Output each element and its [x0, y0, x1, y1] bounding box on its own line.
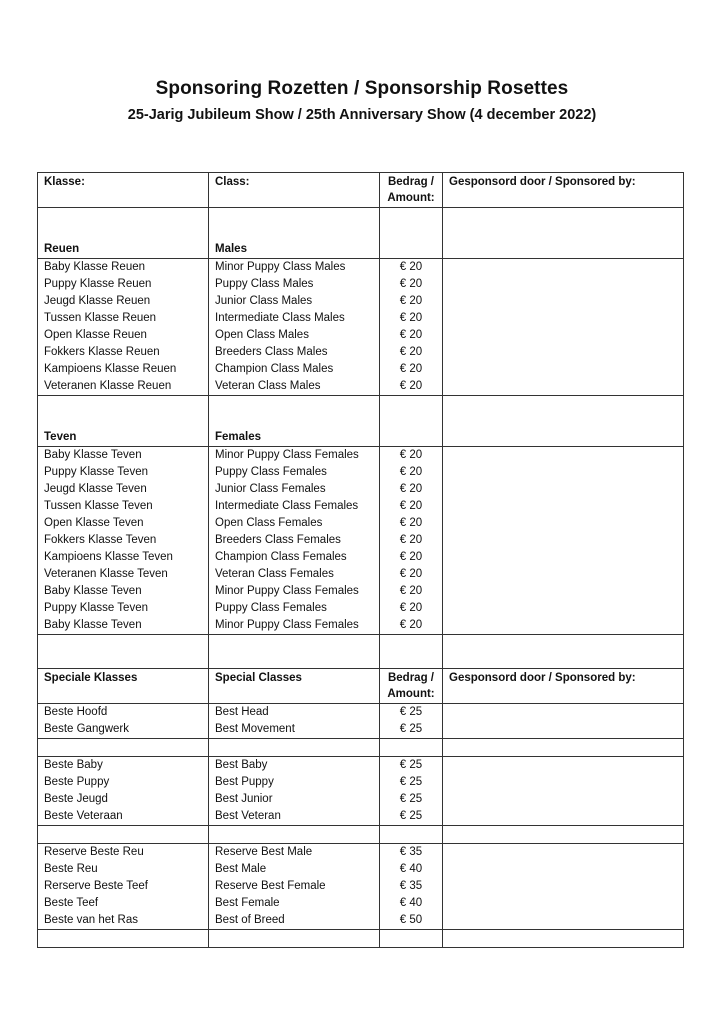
empty-cell — [380, 396, 443, 430]
spacer-row — [38, 396, 684, 430]
dutch-class-cell: Open Klasse Reuen — [38, 327, 209, 344]
section-row-males — [38, 241, 684, 259]
empty-cell — [380, 429, 443, 447]
table-row — [38, 791, 684, 808]
amount-cell: € 25 — [380, 808, 443, 826]
english-class-cell: Intermediate Class Females — [209, 498, 380, 515]
dutch-class-cell: Baby Klasse Teven — [38, 617, 209, 635]
table-row — [38, 808, 684, 826]
sponsor-cell — [443, 844, 684, 862]
amount-cell: € 20 — [380, 310, 443, 327]
english-class-cell: Champion Class Females — [209, 549, 380, 566]
english-class-cell: Puppy Class Males — [209, 276, 380, 293]
header-row — [38, 173, 684, 208]
page-subtitle: 25-Jarig Jubileum Show / 25th Anniversary Show (4 december 2022) — [127, 107, 597, 123]
amount-cell: € 40 — [380, 895, 443, 912]
sponsor-cell — [443, 895, 684, 912]
dutch-class-cell: Beste Hoofd — [38, 704, 209, 722]
sponsor-cell — [443, 259, 684, 277]
header-amount — [380, 173, 443, 208]
table-row — [38, 912, 684, 930]
table-row — [38, 600, 684, 617]
english-class-cell: Best Junior — [209, 791, 380, 808]
amount-cell: € 20 — [380, 344, 443, 361]
table-row — [38, 378, 684, 396]
empty-cell — [380, 826, 443, 844]
amount-cell: € 20 — [380, 532, 443, 549]
sponsor-cell — [443, 861, 684, 878]
empty-cell — [38, 739, 209, 757]
dutch-class-cell: Beste Baby — [38, 757, 209, 775]
dutch-class-cell: Beste Jeugd — [38, 791, 209, 808]
dutch-class-cell: Beste Gangwerk — [38, 721, 209, 739]
table-row — [38, 515, 684, 532]
dutch-class-cell: Puppy Klasse Teven — [38, 464, 209, 481]
header-amount-line: Bedrag / — [387, 176, 434, 188]
amount-cell: € 20 — [380, 617, 443, 635]
sponsor-cell — [443, 429, 684, 447]
dutch-class-cell: Puppy Klasse Reuen — [38, 276, 209, 293]
sponsorship-table — [37, 172, 684, 948]
english-class-cell: Breeders Class Males — [209, 344, 380, 361]
sponsor-cell — [443, 826, 684, 844]
page-title: Sponsoring Rozetten / Sponsorship Rosettes — [155, 78, 569, 99]
amount-cell: € 20 — [380, 447, 443, 465]
header-sponsor: Gesponsord door / Sponsored by: — [443, 173, 684, 208]
table-row — [38, 447, 684, 465]
empty-cell — [38, 635, 209, 669]
sponsor-cell — [443, 344, 684, 361]
english-class-cell: Champion Class Males — [209, 361, 380, 378]
amount-cell: € 35 — [380, 844, 443, 862]
header-sponsor: Gesponsord door / Sponsored by: — [443, 669, 684, 704]
header-klasse: Klasse: — [38, 173, 209, 208]
dutch-class-cell: Beste Puppy — [38, 774, 209, 791]
sponsor-cell — [443, 566, 684, 583]
sponsor-cell — [443, 583, 684, 600]
empty-cell — [209, 635, 380, 669]
header-special-en: Special Classes — [209, 669, 380, 704]
sponsor-cell — [443, 739, 684, 757]
dutch-class-cell: Reserve Beste Reu — [38, 844, 209, 862]
table-row — [38, 566, 684, 583]
header-amount-line: Amount: — [387, 688, 435, 700]
sponsor-cell — [443, 310, 684, 327]
empty-cell — [38, 396, 209, 430]
header-amount-line: Bedrag / — [387, 672, 434, 684]
english-class-cell: Breeders Class Females — [209, 532, 380, 549]
dutch-class-cell: Fokkers Klasse Teven — [38, 532, 209, 549]
sponsor-cell — [443, 721, 684, 739]
section-label-nl: Teven — [38, 429, 209, 447]
amount-cell: € 25 — [380, 791, 443, 808]
amount-cell: € 20 — [380, 549, 443, 566]
sponsor-cell — [443, 600, 684, 617]
table-row — [38, 844, 684, 862]
header-amount — [380, 669, 443, 704]
empty-cell — [380, 739, 443, 757]
sponsor-cell — [443, 464, 684, 481]
table-row — [38, 878, 684, 895]
amount-cell: € 50 — [380, 912, 443, 930]
sponsor-cell — [443, 930, 684, 948]
amount-cell: € 20 — [380, 515, 443, 532]
sponsor-cell — [443, 757, 684, 775]
amount-cell: € 20 — [380, 464, 443, 481]
dutch-class-cell: Rerserve Beste Teef — [38, 878, 209, 895]
english-class-cell: Intermediate Class Males — [209, 310, 380, 327]
english-class-cell: Best of Breed — [209, 912, 380, 930]
sponsor-cell — [443, 635, 684, 669]
english-class-cell: Best Baby — [209, 757, 380, 775]
section-row-females — [38, 429, 684, 447]
empty-cell — [38, 930, 209, 948]
table-row — [38, 549, 684, 566]
dutch-class-cell: Tussen Klasse Reuen — [38, 310, 209, 327]
sponsor-cell — [443, 327, 684, 344]
english-class-cell: Open Class Males — [209, 327, 380, 344]
english-class-cell: Junior Class Males — [209, 293, 380, 310]
amount-cell: € 40 — [380, 861, 443, 878]
empty-cell — [209, 208, 380, 242]
sponsor-cell — [443, 532, 684, 549]
dutch-class-cell: Beste van het Ras — [38, 912, 209, 930]
sponsor-cell — [443, 498, 684, 515]
table-row — [38, 721, 684, 739]
dutch-class-cell: Kampioens Klasse Reuen — [38, 361, 209, 378]
dutch-class-cell: Open Klasse Teven — [38, 515, 209, 532]
spacer-row — [38, 208, 684, 242]
table-row — [38, 293, 684, 310]
amount-cell: € 25 — [380, 757, 443, 775]
english-class-cell: Veteran Class Females — [209, 566, 380, 583]
sponsor-cell — [443, 912, 684, 930]
amount-cell: € 20 — [380, 259, 443, 277]
table-row — [38, 327, 684, 344]
sponsorship-table-body — [38, 173, 684, 948]
dutch-class-cell: Fokkers Klasse Reuen — [38, 344, 209, 361]
dutch-class-cell: Puppy Klasse Teven — [38, 600, 209, 617]
dutch-class-cell: Jeugd Klasse Teven — [38, 481, 209, 498]
amount-cell: € 20 — [380, 481, 443, 498]
sponsor-cell — [443, 361, 684, 378]
empty-cell — [38, 826, 209, 844]
amount-cell: € 25 — [380, 704, 443, 722]
amount-cell: € 20 — [380, 361, 443, 378]
english-class-cell: Reserve Best Female — [209, 878, 380, 895]
sponsor-cell — [443, 878, 684, 895]
sponsor-cell — [443, 276, 684, 293]
amount-cell: € 25 — [380, 721, 443, 739]
sponsor-cell — [443, 241, 684, 259]
english-class-cell: Puppy Class Females — [209, 600, 380, 617]
table-row — [38, 464, 684, 481]
table-row — [38, 774, 684, 791]
sponsor-cell — [443, 808, 684, 826]
table-row — [38, 361, 684, 378]
amount-cell: € 20 — [380, 566, 443, 583]
empty-cell — [380, 635, 443, 669]
spacer-row — [38, 930, 684, 948]
sponsor-cell — [443, 515, 684, 532]
spacer-row — [38, 635, 684, 669]
section-label-nl: Reuen — [38, 241, 209, 259]
english-class-cell: Junior Class Females — [209, 481, 380, 498]
empty-cell — [209, 826, 380, 844]
dutch-class-cell: Beste Reu — [38, 861, 209, 878]
table-row — [38, 757, 684, 775]
header-special-nl: Speciale Klasses — [38, 669, 209, 704]
english-class-cell: Open Class Females — [209, 515, 380, 532]
empty-cell — [380, 241, 443, 259]
sponsor-cell — [443, 396, 684, 430]
table-row — [38, 532, 684, 549]
english-class-cell: Minor Puppy Class Males — [209, 259, 380, 277]
table-row — [38, 583, 684, 600]
amount-cell: € 35 — [380, 878, 443, 895]
dutch-class-cell: Baby Klasse Teven — [38, 447, 209, 465]
amount-cell: € 20 — [380, 378, 443, 396]
english-class-cell: Best Movement — [209, 721, 380, 739]
table-row — [38, 259, 684, 277]
sponsor-cell — [443, 208, 684, 242]
table-row — [38, 895, 684, 912]
special-header-row — [38, 669, 684, 704]
amount-cell: € 25 — [380, 774, 443, 791]
amount-cell: € 20 — [380, 276, 443, 293]
amount-cell: € 20 — [380, 498, 443, 515]
empty-cell — [209, 739, 380, 757]
amount-cell: € 20 — [380, 327, 443, 344]
english-class-cell: Best Male — [209, 861, 380, 878]
table-row — [38, 617, 684, 635]
dutch-class-cell: Veteranen Klasse Reuen — [38, 378, 209, 396]
section-label-en: Males — [209, 241, 380, 259]
dutch-class-cell: Kampioens Klasse Teven — [38, 549, 209, 566]
sponsor-cell — [443, 378, 684, 396]
empty-cell — [209, 396, 380, 430]
sponsor-cell — [443, 549, 684, 566]
english-class-cell: Minor Puppy Class Females — [209, 447, 380, 465]
dutch-class-cell: Jeugd Klasse Reuen — [38, 293, 209, 310]
table-row — [38, 344, 684, 361]
table-row — [38, 276, 684, 293]
sponsor-cell — [443, 791, 684, 808]
english-class-cell: Best Head — [209, 704, 380, 722]
sponsor-cell — [443, 704, 684, 722]
table-row — [38, 310, 684, 327]
dutch-class-cell: Baby Klasse Reuen — [38, 259, 209, 277]
english-class-cell: Best Puppy — [209, 774, 380, 791]
empty-cell — [209, 930, 380, 948]
amount-cell: € 20 — [380, 583, 443, 600]
table-row — [38, 704, 684, 722]
english-class-cell: Reserve Best Male — [209, 844, 380, 862]
empty-cell — [380, 930, 443, 948]
section-label-en: Females — [209, 429, 380, 447]
english-class-cell: Veteran Class Males — [209, 378, 380, 396]
english-class-cell: Best Veteran — [209, 808, 380, 826]
table-row — [38, 481, 684, 498]
sponsor-cell — [443, 447, 684, 465]
spacer-row — [38, 826, 684, 844]
english-class-cell: Puppy Class Females — [209, 464, 380, 481]
header-class: Class: — [209, 173, 380, 208]
sponsor-cell — [443, 774, 684, 791]
header-amount-line: Amount: — [387, 192, 435, 204]
english-class-cell: Minor Puppy Class Females — [209, 583, 380, 600]
dutch-class-cell: Beste Teef — [38, 895, 209, 912]
english-class-cell: Minor Puppy Class Females — [209, 617, 380, 635]
sponsor-cell — [443, 293, 684, 310]
spacer-row — [38, 739, 684, 757]
table-row — [38, 861, 684, 878]
table-row — [38, 498, 684, 515]
sponsor-cell — [443, 481, 684, 498]
dutch-class-cell: Beste Veteraan — [38, 808, 209, 826]
dutch-class-cell: Tussen Klasse Teven — [38, 498, 209, 515]
empty-cell — [38, 208, 209, 242]
empty-cell — [380, 208, 443, 242]
english-class-cell: Best Female — [209, 895, 380, 912]
dutch-class-cell: Veteranen Klasse Teven — [38, 566, 209, 583]
sponsor-cell — [443, 617, 684, 635]
amount-cell: € 20 — [380, 600, 443, 617]
dutch-class-cell: Baby Klasse Teven — [38, 583, 209, 600]
amount-cell: € 20 — [380, 293, 443, 310]
